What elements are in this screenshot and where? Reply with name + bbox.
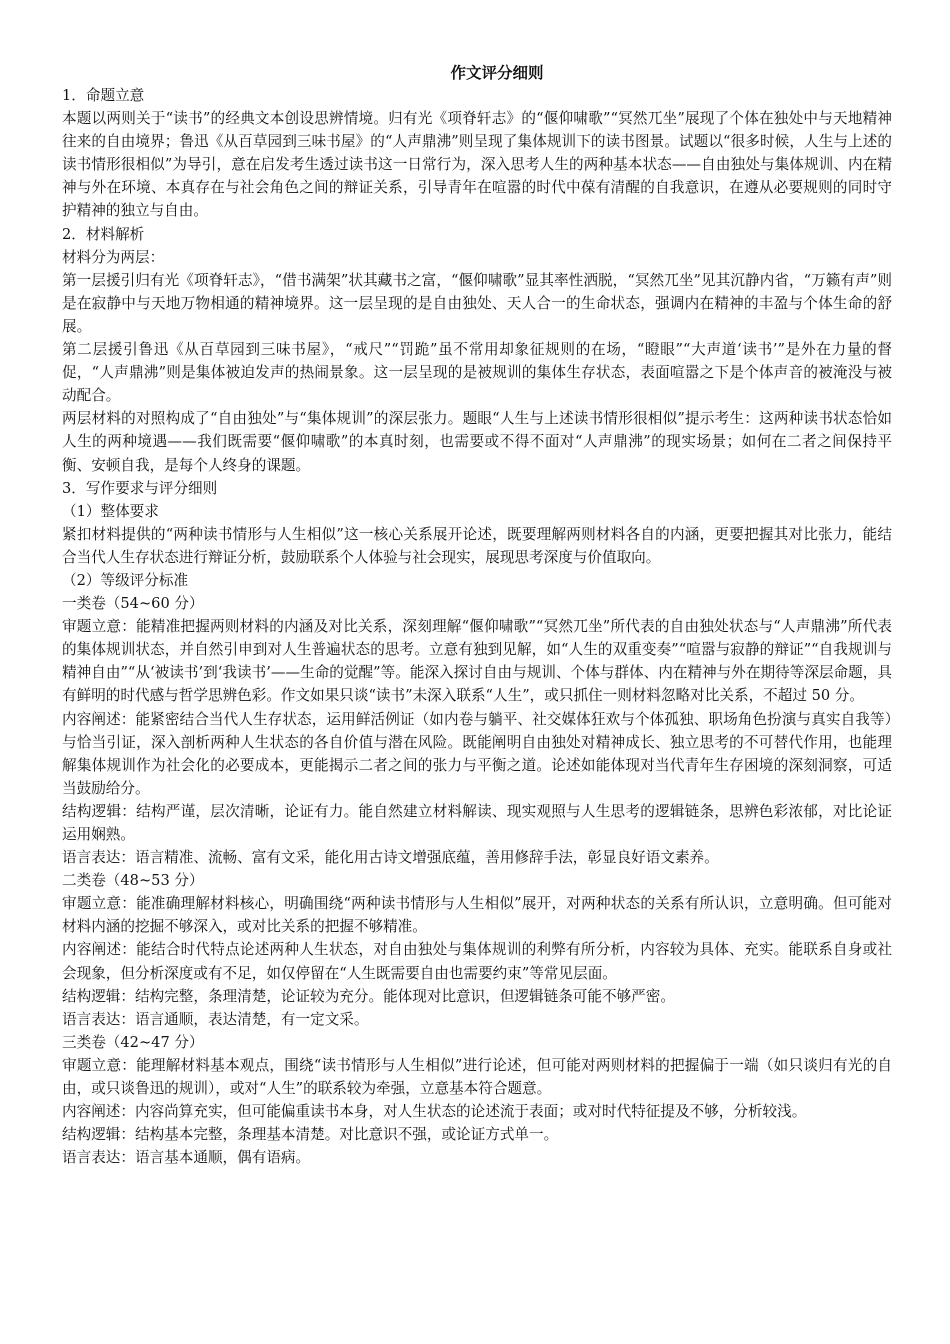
grade-1-structure: 结构逻辑：结构严谨，层次清晰，论证有力。能自然建立材料解读、现实观照与人生思考的逻辑链条，思辨色彩浓郁，对比论证运用娴熟。 [62,802,892,843]
grade-3-language: 语言表达：语言基本通顺，偶有语病。 [62,1149,311,1167]
grade-2-structure: 结构逻辑：结构完整，条理清楚，论证较为充分。能体现对比意识，但逻辑链条可能不够严密。 [62,987,675,1005]
grade-1-heading: 一类卷（54~60 分） [62,595,204,613]
subsection-heading-grading: （2）等级评分标准 [62,571,189,589]
document-title: 作文评分细则 [450,63,544,82]
section-2-intro: 材料分为两层： [62,248,165,266]
section-heading-1: 1．命题立意 [62,87,145,104]
grade-1-content: 内容阐述：能紧密结合当代人生存状态，运用鲜活例证（如内卷与躺平、社交媒体狂欢与个体孤独、职场角色扮演与真实自我等）与恰当引证，深入剖析两种人生状态的各自价值与潜在风险。既能阐明自由独处对精神成长、独立思考的不可替代作用，也能理解集体规训作为社会化的必要成本，更能揭示二者之间的张力与平衡之道。论述如能体现对当代青年生存困境的深刻洞察，可适当鼓励给分。 [62,710,892,797]
grade-3-structure: 结构逻辑：结构基本完整，条理基本清楚。对比意识不强，或论证方式单一。 [62,1126,559,1144]
subsection-heading-overall: （1）整体要求 [62,502,159,520]
grade-2-content: 内容阐述：能结合时代特点论述两种人生状态，对自由独处与集体规训的利弊有所分析，内容较为具体、充实。能联系自身或社会现象，但分析深度或有不足，如仅停留在“人生既需要自由也需要约束”等常见层面。 [62,941,892,982]
section-2-paragraph-3: 两层材料的对照构成了“自由独处”与“集体规训”的深层张力。题眼“人生与上述读书情形很相似”提示考生：这两种读书状态恰如人生的两种境遇——我们既需要“偃仰啸歌”的本真时刻，也需要或不得不面对“人声鼎沸”的现实场景；如何在二者之间保持平衡、安顿自我，是每个人终身的课题。 [62,410,892,474]
overall-requirement-text: 紧扣材料提供的“两种读书情形与人生相似”这一核心关系展开论述，既要理解两则材料各自的内涵，更要把握其对比张力，能结合当代人生存状态进行辩证分析，鼓励联系个人体验与社会现实，展现思考深度与价值取向。 [62,525,892,566]
grade-1-language: 语言表达：语言精准、流畅、富有文采，能化用古诗文增强底蕴，善用修辞手法，彰显良好语文素养。 [62,849,719,867]
section-2-paragraph-2: 第二层援引鲁迅《从百草园到三味书屋》，“戒尺”“罚跪”虽不常用却象征规则的在场，“瞪眼”“大声道‘读书’”是外在力量的督促，“人声鼎沸”则是集体被迫发声的热闹景象。这一层呈现的是被规训的集体生存状态，表面喧嚣之下是个体声音的被淹没与被动配合。 [62,341,892,405]
grade-1-theme: 审题立意：能精准把握两则材料的内涵及对比关系，深刻理解“偃仰啸歌”“冥然兀坐”所代表的自由独处状态与“人声鼎沸”所代表的集体规训状态，并自然引申到对人生普遍状态的思考。立意有独到见解，如“人生的双重变奏”“喧嚣与寂静的辩证”“自我规训与精神自由”“从‘被读书’到‘我读书’——生命的觉醒”等。能深入探讨自由与规训、个体与群体、内在精神与外在期待等深层命题，具有鲜明的时代感与哲学思辨色彩。作文如果只谈“读书”未深入联系“人生”，或只抓住一则材料忽略对比关系，不超过 50 分。 [62,618,892,705]
document-page [62,62,892,1169]
grade-3-theme: 审题立意：能理解材料基本观点，围绕“读书情形与人生相似”进行论述，但可能对两则材料的把握偏于一端（如只谈归有光的自由，或只谈鲁迅的规训），或对“人生”的联系较为牵强，立意基本符合题意。 [62,1056,892,1098]
section-1-text: 本题以两则关于“读书”的经典文本创设思辨情境。归有光《项脊轩志》的“偃仰啸歌”“冥然兀坐”展现了个体在独处中与天地精神往来的自由境界；鲁迅《从百草园到三味书屋》的“人声鼎沸”则呈现了集体规训下的读书图景。试题以“很多时候，人生与上述的读书情形很相似”为导引，意在启发考生透过读书这一日常行为，深入思考人生的两种基本状态——自由独处与集体规训、内在精神与外在环境、本真存在与社会角色之间的辩证关系，引导青年在喧嚣的时代中葆有清醒的自我意识，在遵从必要规则的同时守护精神的独立与自由。 [62,110,892,220]
grade-2-heading: 二类卷（48~53 分） [62,872,204,890]
grade-2-language: 语言表达：语言通顺，表达清楚，有一定文采。 [62,1010,369,1028]
section-heading-2: 2．材料解析 [62,225,145,243]
grade-3-content: 内容阐述：内容尚算充实，但可能偏重读书本身，对人生状态的论述流于表面；或对时代特征提及不够，分析较浅。 [62,1103,807,1121]
grade-2-theme: 审题立意：能准确理解材料核心，明确围绕“两种读书情形与人生相似”展开，对两种状态的关系有所认识，立意明确。但可能对材料内涵的挖掘不够深入，或对比关系的把握不够精准。 [62,895,892,936]
grade-3-heading: 三类卷（42~47 分） [62,1033,204,1051]
section-heading-3: 3．写作要求与评分细则 [62,479,218,497]
section-2-paragraph-1: 第一层援引归有光《项脊轩志》，“借书满架”状其藏书之富，“偃仰啸歌”显其率性洒脱，“冥然兀坐”见其沉静内省，“万籁有声”则是在寂静中与天地万物相通的精神境界。这一层呈现的是自由独处、天人合一的生命状态，强调内在精神的丰盈与个体生命的舒展。 [62,271,892,335]
